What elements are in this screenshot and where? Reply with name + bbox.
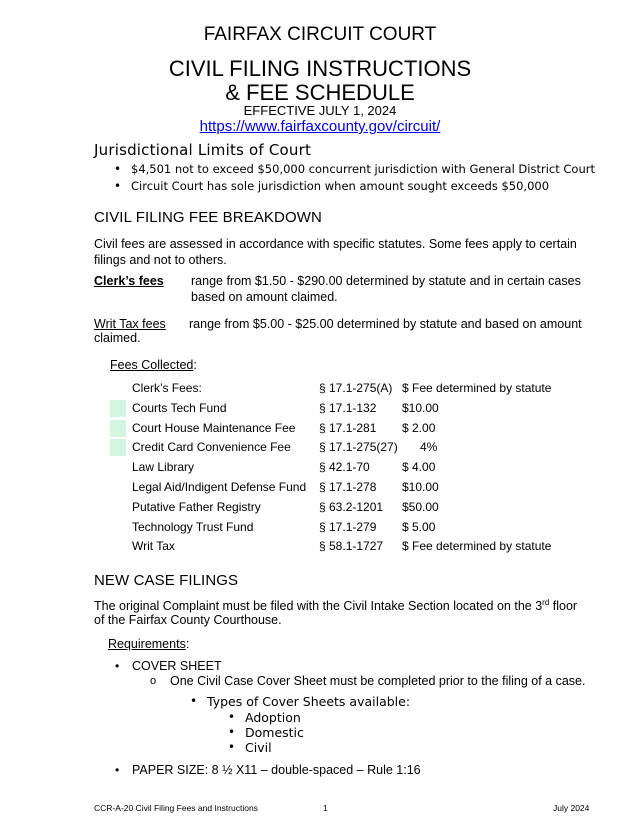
fee-statute: § 63.2-1201 — [319, 499, 384, 514]
footer-form-id: CCR-A-20 Civil Filing Fees and Instructions — [94, 803, 258, 813]
writ-tax-text: range from $5.00 - $25.00 determined by statute and based on amount — [189, 317, 582, 331]
fee-statute: § 58.1-1727 — [319, 539, 384, 554]
fee-statute: § 42.1-70 — [319, 460, 370, 475]
footer-date: July 2024 — [553, 803, 590, 813]
fee-name: Law Library — [132, 460, 195, 475]
fee-statute: § 17.1-132 — [319, 400, 377, 415]
cover-sheet-item: • COVER SHEET — [132, 659, 222, 673]
fee-amount: $ Fee determined by statute — [402, 539, 552, 554]
clerks-fees-label: Clerk’s fees — [94, 274, 164, 288]
court-name: FAIRFAX CIRCUIT COURT — [203, 24, 437, 45]
cover-type-item: • Domestic — [245, 725, 304, 740]
fee-amount: $ 5.00 — [402, 519, 436, 534]
jurisdiction-heading: Jurisdictional Limits of Court — [94, 141, 312, 159]
fee-name: Legal Aid/Indigent Defense Fund — [132, 480, 307, 494]
fee-amount: $ Fee determined by statute — [402, 381, 552, 395]
effective-date: EFFECTIVE JULY 1, 2024 — [243, 103, 397, 118]
fee-amount: 4% — [420, 440, 438, 455]
fees-collected-colon: : — [193, 358, 197, 372]
new-case-para-a: The original Complaint must be filed with the Civil Intake Section located on the 3 — [94, 599, 543, 614]
jurisdiction-item: • Circuit Court has sole jurisdiction when amount sought exceeds $50,000 — [131, 179, 549, 193]
fee-statute: § 17.1-275(27) — [319, 440, 398, 455]
fee-amount: $10.00 — [402, 480, 439, 494]
highlight-marker — [110, 439, 126, 456]
fee-name: Clerk’s Fees: — [132, 381, 202, 395]
footer-page-number: 1 — [323, 803, 328, 813]
fees-collected-label — [110, 358, 197, 372]
writ-tax-label: Writ Tax fees — [94, 317, 166, 331]
fee-statute: § 17.1-279 — [319, 519, 377, 534]
fee-breakdown-heading: CIVIL FILING FEE BREAKDOWN — [94, 209, 322, 226]
new-case-para-b: floor — [549, 599, 578, 614]
highlight-marker — [110, 420, 126, 437]
fee-amount: $ 4.00 — [402, 460, 436, 475]
requirements-colon: : — [185, 637, 190, 651]
cover-type-item: • Adoption — [245, 710, 301, 725]
writ-tax-text-cont: claimed. — [94, 331, 141, 345]
paper-size-item: • PAPER SIZE: 8 ½ X11 – double-spaced – Rule 1:16 — [132, 763, 421, 777]
requirements-text: Requirements — [108, 637, 186, 651]
document-title-line2: & FEE SCHEDULE — [225, 80, 415, 105]
clerks-fees-text-cont: based on amount claimed. — [191, 290, 338, 304]
fee-amount: $ 2.00 — [402, 420, 436, 435]
highlight-marker — [110, 400, 126, 417]
fee-name: Technology Trust Fund — [132, 519, 254, 534]
fee-name: Court House Maintenance Fee — [132, 420, 296, 435]
court-website-link[interactable]: https://www.fairfaxcounty.gov/circuit/ — [199, 118, 441, 135]
requirements-label — [108, 637, 189, 651]
fee-breakdown-intro: Civil fees are assessed in accordance with specific statutes. Some fees apply to certain filings and not to others. — [94, 237, 577, 267]
fees-collected-text: Fees Collected — [110, 358, 194, 372]
new-case-paragraph-cont: of the Fairfax County Courthouse. — [94, 613, 282, 627]
fee-amount: $50.00 — [402, 499, 439, 514]
fee-amount: $10.00 — [402, 400, 439, 415]
fee-statute: § 17.1-278 — [319, 480, 377, 494]
fee-statute: § 17.1-281 — [319, 420, 377, 435]
clerks-fees-text: range from $1.50 - $290.00 determined by statute and in certain cases — [191, 274, 581, 288]
new-case-paragraph — [94, 598, 577, 613]
new-case-heading: NEW CASE FILINGS — [94, 572, 239, 589]
fee-name: Credit Card Convenience Fee — [132, 440, 291, 455]
circle-bullet-icon: o — [150, 675, 157, 687]
fee-statute: § 17.1-275(A) — [319, 381, 393, 395]
cover-types-label: • Types of Cover Sheets available: — [207, 694, 410, 709]
document-title-line1: CIVIL FILING INSTRUCTIONS — [168, 56, 472, 81]
cover-sheet-requirement: One Civil Case Cover Sheet must be completed prior to the filing of a case. — [170, 674, 586, 688]
fee-name: Courts Tech Fund — [132, 400, 227, 415]
fee-name: Writ Tax — [132, 539, 175, 554]
jurisdiction-item: • $4,501 not to exceed $50,000 concurrent jurisdiction with General District Court — [131, 162, 595, 176]
cover-type-item: • Civil — [245, 740, 272, 755]
ordinal-suffix: rd — [542, 598, 550, 607]
fee-name: Putative Father Registry — [132, 499, 261, 514]
